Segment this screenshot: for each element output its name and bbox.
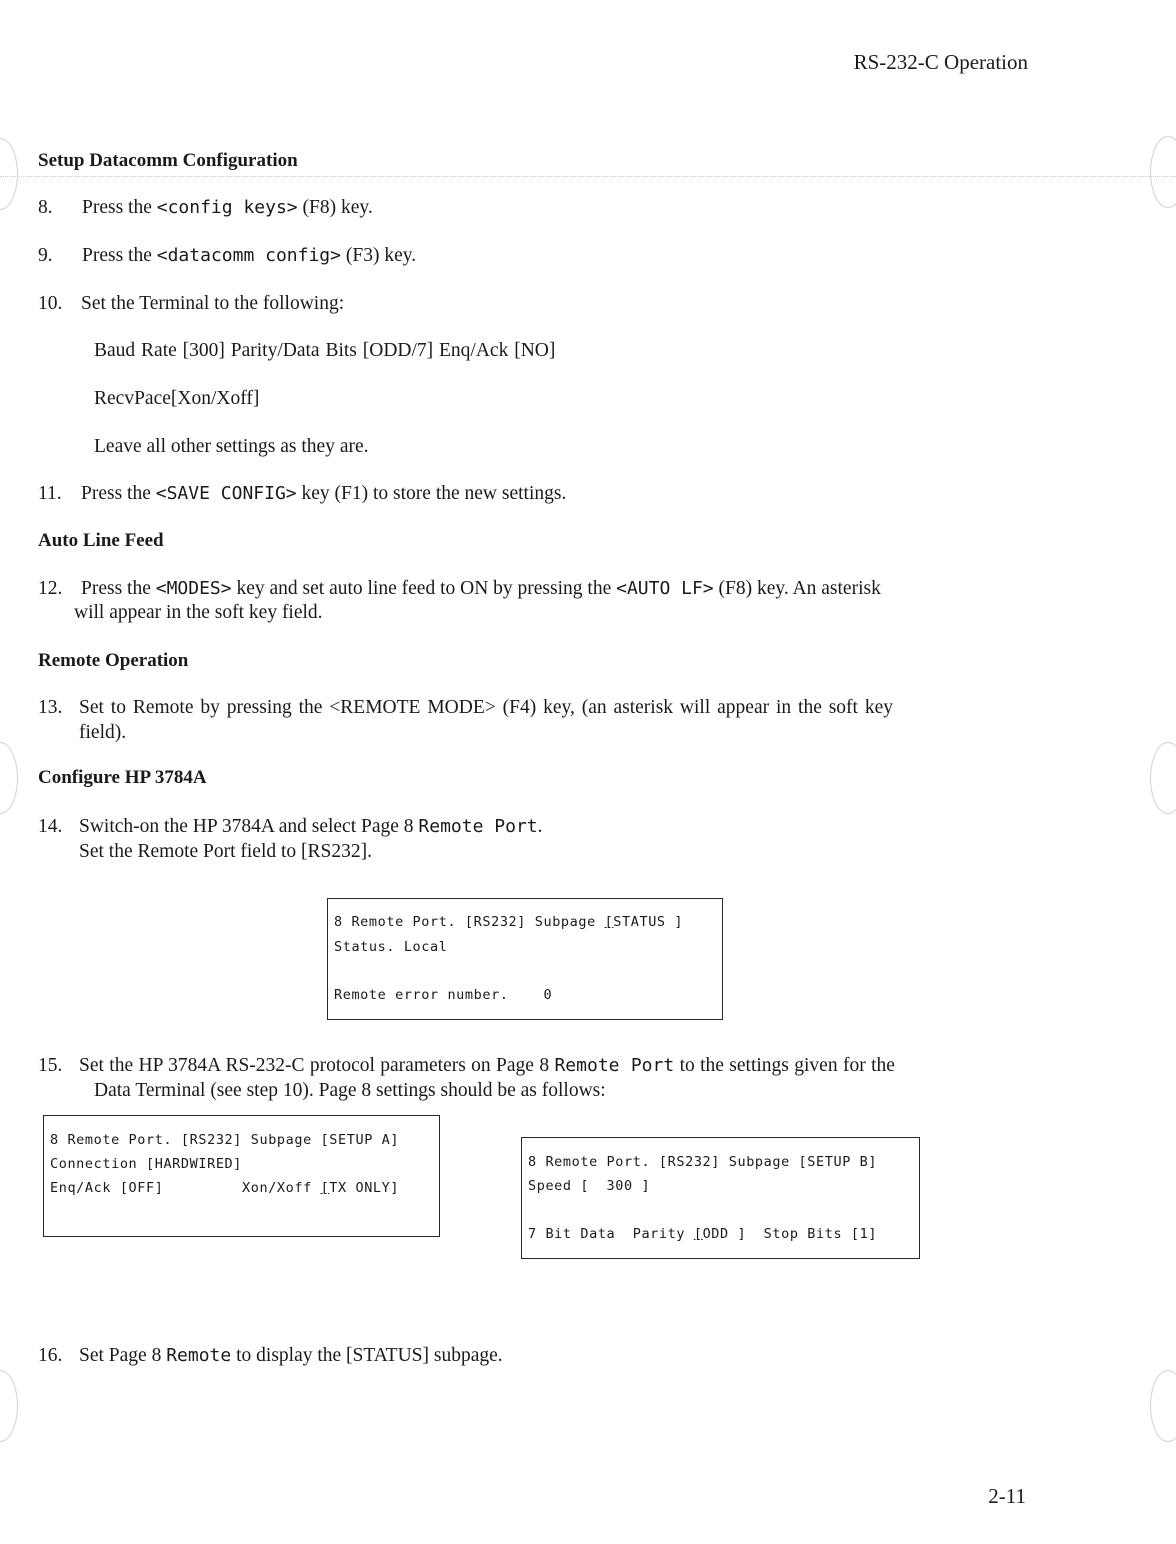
step-number: 14. [38,816,63,837]
setup-a-line-2: Connection [HARDWIRED] [50,1156,243,1172]
scan-dotted-rule [0,176,1176,177]
key-datacomm-config: <datacomm config> [156,245,341,266]
heading-remote-operation: Remote Operation [38,650,189,671]
screen-setup-a-subpage [43,1115,440,1237]
binder-hole-left-top [0,138,18,210]
key-auto-lf: <AUTO LF> [616,578,714,599]
setup-b-line-2: Speed [ 300 ] [528,1178,651,1194]
step-16: 16. Set Page 8 Remote to display the [STATUS] subpage. [38,1345,503,1366]
label-remote-port: Remote Port [418,816,538,837]
setup-b-line-3: 7 Bit Data Parity [ODD ] Stop Bits [1] [528,1226,878,1242]
heading-setup-datacomm: Setup Datacomm Configuration [38,150,298,171]
step-number: 8. [38,197,53,218]
step-11: 11. Press the <SAVE CONFIG> key (F1) to store the new settings. [38,483,567,504]
binder-hole-right-top [1150,136,1176,208]
key-modes: <MODES> [155,578,232,599]
step-number: 10. [38,293,63,314]
page-number: 2-11 [988,1484,1026,1508]
setup-a-line-1: 8 Remote Port. [RS232] Subpage [SETUP A] [50,1132,400,1148]
step-14-continued: Set the Remote Port field to [RS232]. [79,841,373,862]
terminal-leave-note: Leave all other settings as they are. [94,436,369,457]
label-remote: Remote [166,1345,232,1366]
step-8: 8. Press the <config keys> (F8) key. [38,197,373,218]
running-header: RS-232-C Operation [853,50,1028,74]
binder-hole-left-mid [0,742,18,814]
step-15: 15. Set the HP 3784A RS-232-C protocol parameters on Page 8 Remote Port to the settings given for the [38,1055,895,1076]
setup-b-line-1: 8 Remote Port. [RS232] Subpage [SETUP B] [528,1154,878,1170]
step-13-continued: field). [79,722,127,743]
step-number: 11. [38,483,62,504]
status-line-2: Status. Local [334,939,448,955]
key-save-config: <SAVE CONFIG> [155,483,297,504]
step-12: 12. Press the <MODES> key and set auto line feed to ON by pressing the <AUTO LF> (F8) key. An asterisk [38,578,881,599]
step-14: 14. Switch-on the HP 3784A and select Page 8 Remote Port. [38,816,543,837]
screen-setup-b-subpage [521,1137,920,1259]
step-10: 10. Set the Terminal to the following: [38,293,345,314]
step-15-continued: Data Terminal (see step 10). Page 8 settings should be as follows: [94,1080,606,1101]
screen-status-subpage [327,898,723,1020]
heading-auto-line-feed: Auto Line Feed [38,530,164,551]
heading-configure-hp3784a: Configure HP 3784A [38,767,207,788]
key-config-keys: <config keys> [156,197,298,218]
binder-hole-right-bottom [1150,1370,1176,1442]
step-12-continued: will appear in the soft key field. [74,602,323,623]
terminal-recvpace-line: RecvPace[Xon/Xoff] [94,388,260,409]
terminal-settings-line: Baud Rate [300] Parity/Data Bits [ODD/7] Enq/Ack [NO] [94,340,556,361]
status-line-1: 8 Remote Port. [RS232] Subpage [STATUS ] [334,914,684,930]
step-number: 12. [38,578,63,599]
step-13: 13. Set to Remote by pressing the <REMOTE MODE> (F4) key, (an asterisk will appear in the soft key [38,697,893,718]
setup-a-line-3: Enq/Ack [OFF] Xon/Xoff [TX ONLY] [50,1180,400,1196]
step-number: 13. [38,697,63,718]
binder-hole-left-bottom [0,1370,18,1442]
step-number: 9. [38,245,53,266]
step-number: 16. [38,1345,63,1366]
binder-hole-right-mid [1150,742,1176,814]
status-line-3: Remote error number. 0 [334,987,553,1003]
step-number: 15. [38,1055,63,1076]
label-remote-port: Remote Port [554,1055,675,1076]
step-9: 9. Press the <datacomm config> (F3) key. [38,245,417,266]
